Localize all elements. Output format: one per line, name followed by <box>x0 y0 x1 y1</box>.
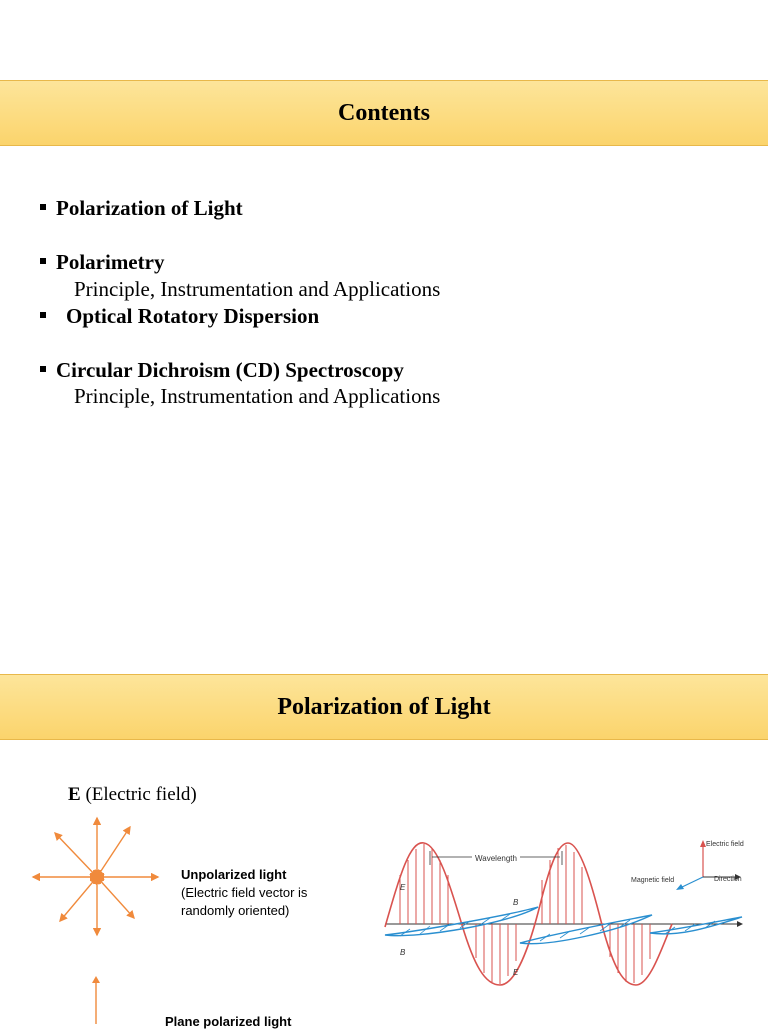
list-item-sub: Principle, Instrumentation and Applications <box>74 277 441 301</box>
list-item-label: Circular Dichroism (CD) Spectroscopy <box>56 358 404 382</box>
bullet-icon <box>40 204 46 210</box>
plane-polarized-arrow <box>88 975 104 1024</box>
list-item-sub: Principle, Instrumentation and Applications <box>74 384 441 408</box>
efield-symbol: E <box>68 784 81 805</box>
list-item-label: Polarimetry <box>56 250 165 274</box>
electric-field-label: Electric field <box>706 841 744 848</box>
unpolarized-light-diagram <box>30 815 164 939</box>
bullet-icon <box>40 258 46 264</box>
polarization-title: Polarization of Light <box>277 693 491 720</box>
list-item <box>40 249 164 275</box>
contents-title: Contents <box>337 99 430 126</box>
direction-label: Direction <box>714 876 742 883</box>
polarization-banner <box>0 674 768 740</box>
efield-caption <box>68 784 197 806</box>
bullet-icon <box>40 366 46 372</box>
e-label-2: E <box>513 968 519 977</box>
list-item <box>40 303 319 329</box>
list-item-label: Polarization of Light <box>56 196 243 220</box>
list-item <box>40 195 243 221</box>
contents-banner <box>0 80 768 146</box>
list-item-label: Optical Rotatory Dispersion <box>66 304 320 328</box>
wavelength-label: Wavelength <box>475 854 517 863</box>
unpolarized-caption <box>181 866 321 920</box>
b-label: B <box>513 898 519 907</box>
e-label: E <box>400 883 406 892</box>
bullet-icon <box>40 312 46 318</box>
plane-polarized-caption: Plane polarized light <box>165 1014 292 1029</box>
unpolarized-title: Unpolarized light <box>181 867 287 882</box>
electromagnetic-wave-diagram <box>380 835 760 990</box>
magnetic-field-label: Magnetic field <box>631 877 675 884</box>
b-label-2: B <box>400 948 406 957</box>
efield-text: (Electric field) <box>80 784 197 805</box>
list-item <box>40 357 404 383</box>
unpolarized-description: (Electric field vector is randomly oriented) <box>181 885 308 918</box>
